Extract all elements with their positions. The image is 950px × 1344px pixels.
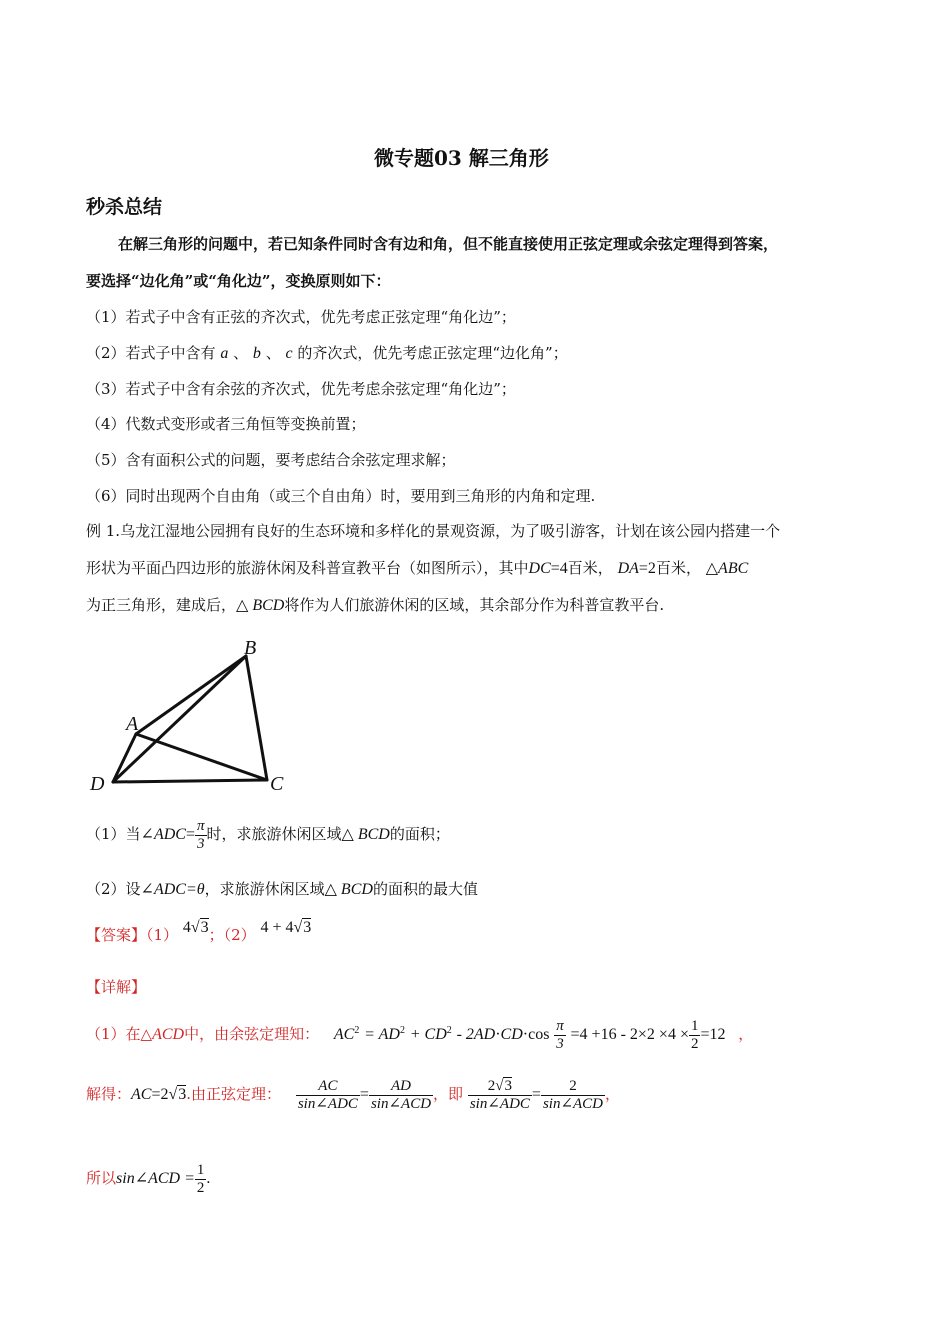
q2-suffix: 的面积的最大值 bbox=[372, 880, 478, 898]
unit-1: 百米， bbox=[567, 559, 613, 577]
d1-frac-pi3: $\frac{\pi}{3}$ bbox=[556, 1017, 564, 1052]
q1-angle: ∠ADC bbox=[140, 826, 186, 843]
rule-1: （1）若式子中含有正弦的齐次式，优先考虑正弦定理“角化边”； bbox=[86, 308, 516, 326]
d1-cd: + CD bbox=[409, 1026, 447, 1043]
d1-calc: =4 +16 - 2×2 ×4 × bbox=[570, 1026, 689, 1043]
triangle-bcd: △ BCD bbox=[236, 597, 285, 614]
rule-4: （4）代数式变形或者三角恒等变换前置； bbox=[86, 415, 366, 433]
rule-2-tail: 的齐次式，优先考虑正弦定理“边化角”； bbox=[297, 344, 568, 362]
diagonal-ac bbox=[136, 734, 267, 780]
section-heading: 秒杀总结 bbox=[86, 196, 163, 218]
q2-mid: ，求旅游休闲区域 bbox=[204, 880, 325, 898]
d2-frac-1: $\frac{AC}{\text{sin∠ADC}}$ bbox=[297, 1077, 358, 1112]
d1-sup-3: 2 bbox=[446, 1025, 452, 1036]
example-line-2 bbox=[86, 557, 748, 578]
edge-cd bbox=[113, 780, 267, 782]
example-text: 形状为平面凸四边形的旅游休闲及科普宣教平台（如图所示），其中 bbox=[86, 559, 529, 577]
intro-line-2: 要选择“边化角”或“角化边”，变换原则如下： bbox=[86, 272, 391, 290]
d3-prefix: 所以 bbox=[86, 1169, 117, 1187]
q1-tri: △ BCD bbox=[341, 826, 390, 843]
detail-label: 【详解】 bbox=[86, 978, 147, 996]
d1-sup-1: 2 bbox=[354, 1025, 360, 1036]
d2-prefix: 解得： bbox=[86, 1085, 132, 1103]
d1-ad: = AD bbox=[364, 1026, 400, 1043]
vertex-d-label: D bbox=[90, 773, 105, 795]
d1-dot-2: · bbox=[522, 1026, 529, 1043]
q1-mid: 时，求旅游休闲区域 bbox=[206, 825, 342, 843]
edge-da bbox=[113, 734, 136, 782]
example-line-1: 例 1.乌龙江湿地公园拥有良好的生态环境和多样化的景观资源，为了吸引游客，计划在该公园内搭建一个 bbox=[86, 522, 781, 540]
answer-part-1: （1） bbox=[146, 926, 179, 944]
rule-5: （5）含有面积公式的问题，要考虑结合余弦定理求解； bbox=[86, 451, 456, 469]
d1-result: =12 bbox=[700, 1026, 726, 1043]
answer-value-2: 4 + 4√3 bbox=[260, 919, 312, 936]
quadrilateral-figure bbox=[86, 630, 296, 800]
d3-frac: $\frac{1}{2}$ bbox=[196, 1161, 205, 1196]
example-line-3 bbox=[86, 594, 664, 615]
d2-value: =2√3 bbox=[151, 1086, 187, 1103]
answer-sep: ；（2） bbox=[208, 926, 256, 944]
rule-2-b: b bbox=[252, 345, 261, 362]
example-text-3b: 将作为人们旅游休闲的区域，其余部分作为科普宣教平台. bbox=[284, 596, 665, 614]
q1-den: 3 bbox=[195, 835, 207, 853]
rule-2-sep1: 、 bbox=[233, 344, 249, 362]
d2-eq-2: = bbox=[531, 1086, 541, 1103]
q2-tri: △ BCD bbox=[324, 881, 373, 898]
d2-ji: ，即 bbox=[433, 1085, 464, 1103]
rule-2 bbox=[86, 342, 568, 363]
q2-angle: ∠ADC bbox=[140, 881, 186, 898]
d1-dot-1: · bbox=[495, 1026, 501, 1043]
d2-mid: .由正弦定理： bbox=[186, 1085, 282, 1103]
q2-prefix: （2）设 bbox=[86, 880, 141, 898]
dc-symbol: DC bbox=[528, 560, 551, 577]
d2-ac: AC bbox=[131, 1086, 152, 1103]
triangle-abc: △ABC bbox=[705, 560, 749, 577]
answer-value-1: 4√3 bbox=[182, 919, 209, 936]
d1-2ad: - 2AD bbox=[456, 1026, 496, 1043]
rule-2-a: a bbox=[220, 345, 229, 362]
d1-frac-half: $\frac{1}{2}$ bbox=[690, 1017, 699, 1052]
d2-end: ， bbox=[605, 1085, 621, 1103]
q1-eq: = bbox=[185, 826, 195, 843]
d1-sup-2: 2 bbox=[399, 1025, 405, 1036]
dc-value: =4 bbox=[550, 560, 568, 577]
da-symbol: DA bbox=[617, 560, 639, 577]
vertex-c-label: C bbox=[270, 773, 284, 795]
detail-line-3 bbox=[86, 1158, 210, 1199]
detail-line-2 bbox=[86, 1074, 620, 1115]
question-2 bbox=[86, 878, 478, 899]
answer-line bbox=[86, 919, 312, 945]
d2-eq-1: = bbox=[359, 1086, 369, 1103]
d1-prefix: （1）在△ bbox=[86, 1025, 153, 1043]
vertex-b-label: B bbox=[244, 637, 257, 659]
vertex-a-label: A bbox=[126, 713, 139, 735]
d1-cos: cos bbox=[528, 1026, 550, 1043]
d1-cd2: CD bbox=[500, 1026, 523, 1043]
d1-ac: AC bbox=[333, 1026, 355, 1043]
q1-suffix: 的面积； bbox=[389, 825, 450, 843]
edge-ab bbox=[136, 656, 246, 734]
d1-mid: 中，由余弦定理知： bbox=[184, 1025, 320, 1043]
rule-6: （6）同时出现两个自由角（或三个自由角）时，要用到三角形的内角和定理. bbox=[86, 487, 596, 505]
d3-end: . bbox=[206, 1170, 211, 1187]
q1-prefix: （1）当 bbox=[86, 825, 141, 843]
d2-frac-2: $\frac{AD}{\text{sin∠ACD}}$ bbox=[370, 1077, 432, 1112]
edge-bc bbox=[246, 656, 267, 780]
rule-3: （3）若式子中含有余弦的齐次式，优先考虑余弦定理“角化边”； bbox=[86, 380, 516, 398]
intro-line-1: 在解三角形的问题中，若已知条件同时含有边和角，但不能直接使用正弦定理或余弦定理得到答案， bbox=[118, 235, 779, 253]
rule-2-sep2: 、 bbox=[265, 344, 281, 362]
question-1 bbox=[86, 816, 450, 853]
d1-acd: ACD bbox=[152, 1026, 185, 1043]
rule-2-c: c bbox=[285, 345, 293, 362]
q1-fraction bbox=[195, 818, 207, 853]
detail-line-1 bbox=[86, 1012, 753, 1054]
rule-2-prefix: （2）若式子中含有 bbox=[86, 344, 216, 362]
q1-num: π bbox=[196, 817, 205, 834]
q2-eq: =θ bbox=[185, 881, 205, 898]
answer-label: 【答案】 bbox=[86, 926, 147, 944]
unit-2: 百米， bbox=[655, 559, 701, 577]
example-text-3a: 为正三角形，建成后， bbox=[86, 596, 237, 614]
d1-end: ， bbox=[738, 1025, 754, 1043]
page-title: 微专题03 解三角形 bbox=[374, 146, 549, 170]
d2-frac-4: $\frac{2}{\text{sin∠ACD}}$ bbox=[542, 1077, 604, 1112]
da-value: =2 bbox=[638, 560, 656, 577]
d3-expr: sin∠ACD = bbox=[116, 1170, 195, 1187]
d2-frac-3: $\frac{2√3}{\text{sin∠ADC}}$ bbox=[469, 1077, 530, 1112]
